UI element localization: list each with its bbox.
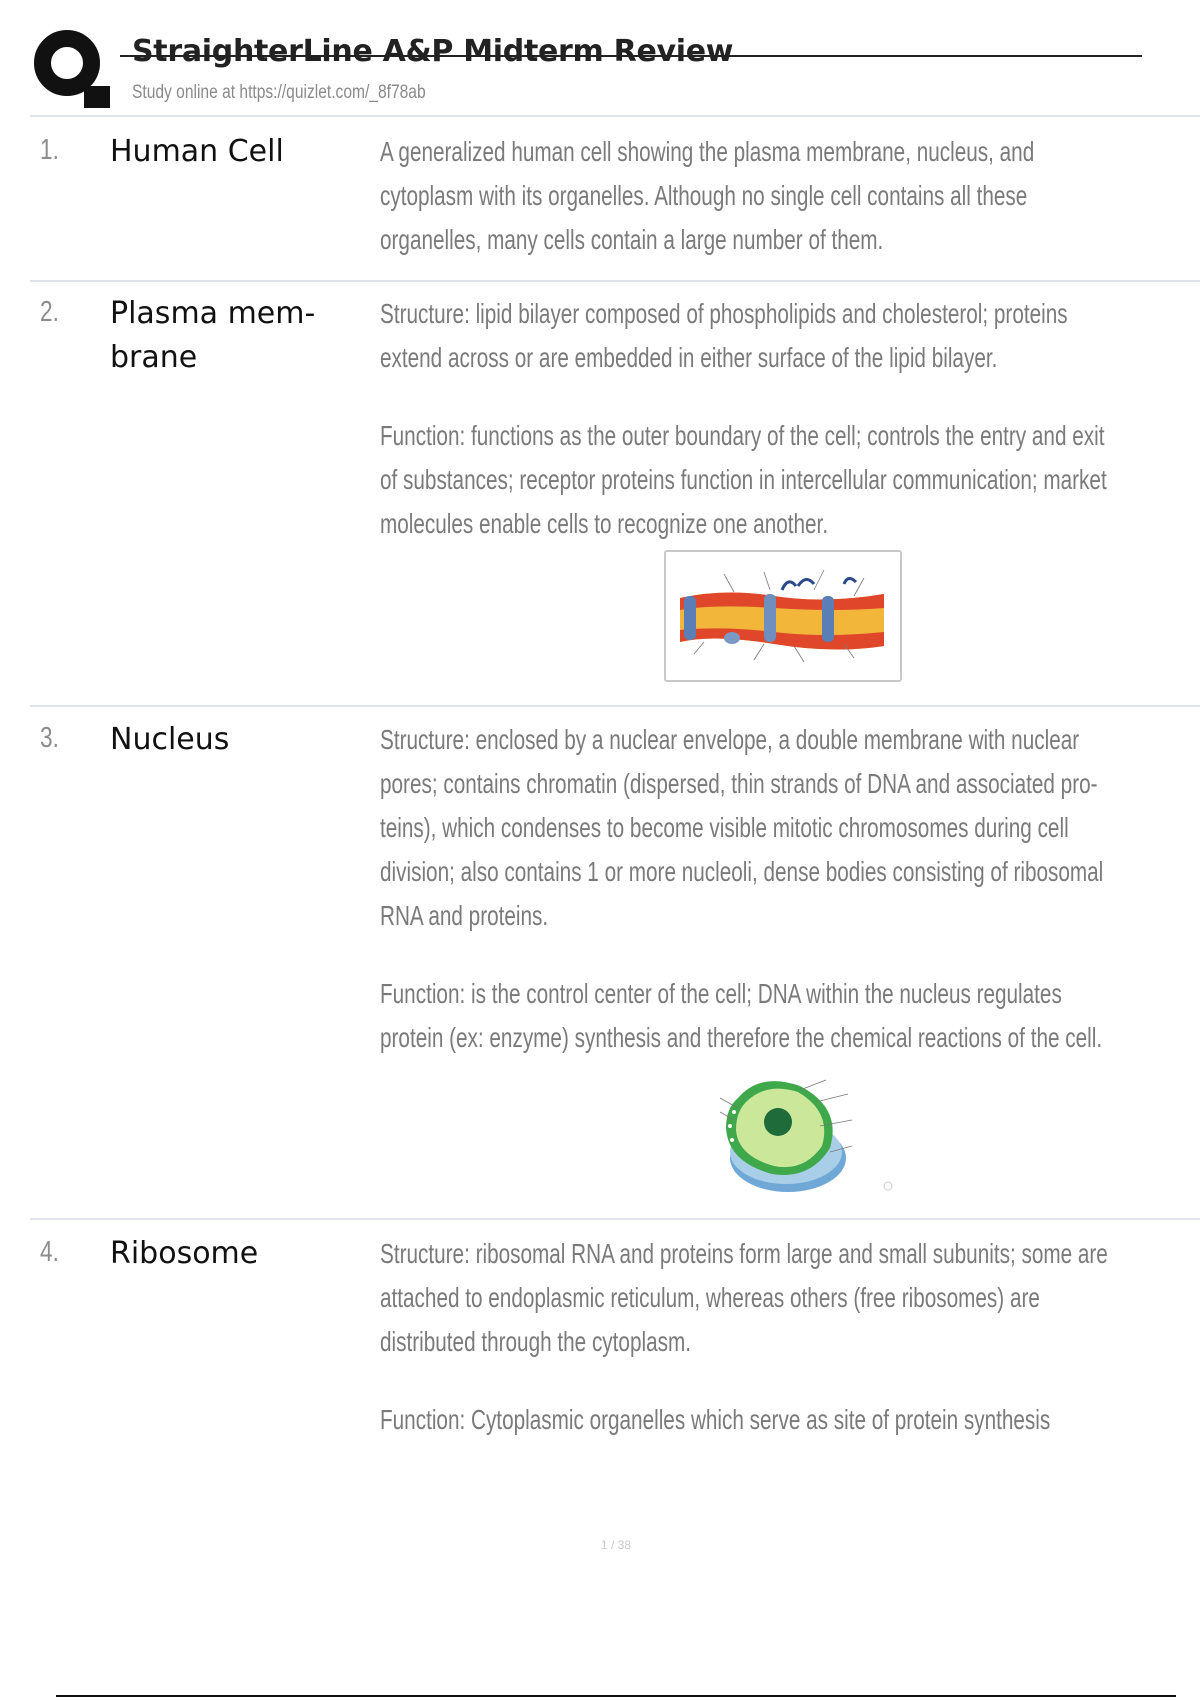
card-number: 4. <box>40 1236 59 1268</box>
function-paragraph: Function: is the control center of the cell; DNA within the nucleus regulates protein (ex: enzyme) synthesis and therefore the chemical reactions of the cell. <box>380 978 1103 1053</box>
card-term: Nucleus <box>110 722 230 757</box>
card-definition <box>380 1232 1200 1442</box>
bottom-rule <box>56 1695 1176 1697</box>
card-definition <box>380 292 1200 546</box>
divider <box>30 115 1200 117</box>
card-definition <box>380 718 1200 1060</box>
definition-paragraph: A generalized human cell showing the plasma membrane, nucleus, and cytoplasm with its organelles. Although no single cell contains all these organelles, many cells contain a large number of them. <box>380 136 1035 255</box>
divider <box>30 1218 1200 1220</box>
divider <box>30 705 1200 707</box>
structure-paragraph: Structure: enclosed by a nuclear envelope, a double membrane with nuclear pores; contains chromatin (dispersed, thin strands of DNA and associated pro-teins), which condenses to become visible mitotic chromosomes during cell division; also contains 1 or more nucleoli, dense bodies consisting of ribosomal RNA and proteins. <box>380 724 1104 931</box>
structure-paragraph: Structure: lipid bilayer composed of phospholipids and cholesterol; proteins extend across or are embedded in either surface of the lipid bilayer. <box>380 298 1068 373</box>
nucleus-diagram <box>680 1068 900 1200</box>
study-online-link[interactable]: Study online at https://quizlet.com/_8f78ab <box>132 82 426 103</box>
card-term: Plasma mem-brane <box>110 296 316 375</box>
card-number: 3. <box>40 722 59 754</box>
structure-paragraph: Structure: ribosomal RNA and proteins form large and small subunits; some are attached to endoplasmic reticulum, whereas others (free ribosomes) are distributed through the cytoplasm. <box>380 1238 1108 1357</box>
function-paragraph: Function: functions as the outer boundary of the cell; controls the entry and exit of substances; receptor proteins function in intercellular communication; market molecules enable cells to recognize one another. <box>380 420 1107 539</box>
divider <box>30 280 1200 282</box>
quizlet-logo-tail <box>84 86 110 108</box>
card-definition <box>380 130 1200 262</box>
card-number: 1. <box>40 134 59 166</box>
page-title: StraighterLine A&P Midterm Review <box>132 34 734 69</box>
page-number: 1 / 38 <box>601 1538 632 1552</box>
card-term: Ribosome <box>110 1236 259 1271</box>
function-paragraph: Function: Cytoplasmic organelles which serve as site of protein synthesis <box>380 1404 1051 1435</box>
plasma-membrane-diagram <box>664 550 902 682</box>
card-term: Human Cell <box>110 134 284 169</box>
card-number: 2. <box>40 296 59 328</box>
